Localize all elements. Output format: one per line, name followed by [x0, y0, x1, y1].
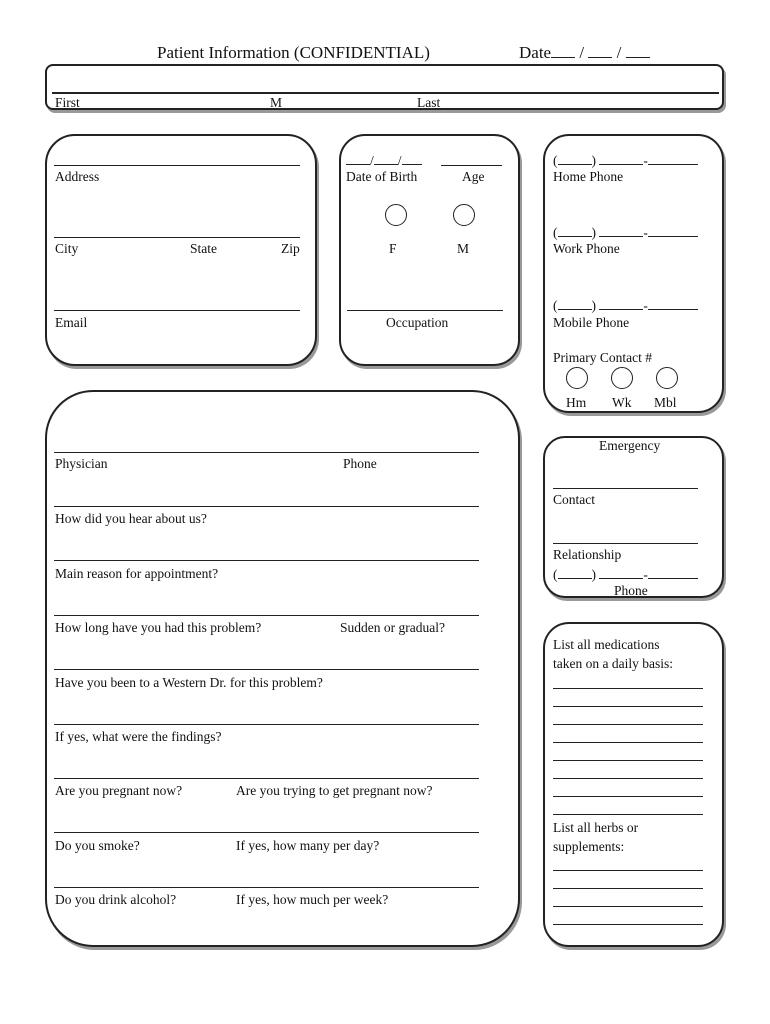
date-label: Date	[519, 43, 552, 62]
date-separator: /	[616, 43, 622, 62]
perweek-label: If yes, how much per week?	[236, 892, 389, 907]
herb-line[interactable]	[553, 924, 703, 925]
work-phone-field[interactable]	[553, 224, 698, 240]
perday-label: If yes, how many per day?	[236, 838, 380, 853]
dob-label: Date of Birth	[346, 169, 418, 184]
emergency-relationship-field[interactable]	[553, 543, 698, 544]
home-phone-label: Home Phone	[553, 169, 624, 184]
medication-line[interactable]	[553, 814, 703, 815]
email-label: Email	[55, 315, 88, 330]
western-label: Have you been to a Western Dr. for this problem?	[55, 675, 323, 690]
middle-initial-label: M	[270, 95, 283, 110]
medication-line[interactable]	[553, 706, 703, 707]
age-field[interactable]	[441, 165, 502, 166]
dob-separator: /	[397, 153, 402, 168]
dash: -	[643, 225, 648, 240]
occupation-field[interactable]	[347, 310, 503, 311]
age-label: Age	[462, 169, 485, 184]
primary-contact-label: Primary Contact #	[553, 350, 652, 365]
emergency-phone-label: Phone	[614, 583, 648, 598]
primary-home-radio[interactable]	[566, 367, 588, 389]
medications-label-2: taken on a daily basis:	[553, 656, 673, 671]
city-state-zip-field[interactable]	[54, 237, 300, 238]
last-name-label: Last	[417, 95, 441, 110]
address-label: Address	[55, 169, 100, 184]
paren: )	[591, 567, 596, 582]
dash: -	[643, 567, 648, 582]
sudden-label: Sudden or gradual?	[340, 620, 445, 635]
alcohol-field[interactable]	[54, 887, 479, 888]
dash: -	[643, 153, 648, 168]
date-separator: /	[579, 43, 585, 62]
alcohol-label: Do you drink alcohol?	[55, 892, 177, 907]
primary-home-label: Hm	[566, 395, 587, 410]
emergency-phone-field[interactable]	[553, 566, 698, 582]
name-field[interactable]	[52, 92, 719, 94]
paren: (	[553, 298, 558, 313]
howlong-label: How long have you had this problem?	[55, 620, 262, 635]
emergency-relationship-label: Relationship	[553, 547, 622, 562]
paren: )	[591, 225, 596, 240]
paren: )	[591, 298, 596, 313]
home-phone-field[interactable]	[553, 152, 698, 168]
findings-label: If yes, what were the findings?	[55, 729, 222, 744]
state-label: State	[190, 241, 217, 256]
female-radio[interactable]	[385, 204, 407, 226]
medication-line[interactable]	[553, 796, 703, 797]
primary-work-label: Wk	[612, 395, 632, 410]
page-title: Patient Information (CONFIDENTIAL)	[157, 43, 430, 62]
physician-field[interactable]	[54, 452, 479, 453]
medication-line[interactable]	[553, 778, 703, 779]
date-field[interactable]	[519, 44, 650, 61]
paren: (	[553, 567, 558, 582]
primary-mobile-radio[interactable]	[656, 367, 678, 389]
emergency-title: Emergency	[599, 438, 661, 453]
medication-line[interactable]	[553, 742, 703, 743]
hear-label: How did you hear about us?	[55, 511, 207, 526]
paren: (	[553, 153, 558, 168]
male-radio[interactable]	[453, 204, 475, 226]
smoke-field[interactable]	[54, 832, 479, 833]
medication-line[interactable]	[553, 688, 703, 689]
name-box	[45, 64, 724, 110]
herb-line[interactable]	[553, 870, 703, 871]
emergency-contact-field[interactable]	[553, 488, 698, 489]
dob-separator: /	[370, 153, 374, 168]
dob-field[interactable]	[346, 152, 422, 168]
male-label: M	[457, 241, 470, 256]
address-field[interactable]	[54, 165, 300, 166]
pregnant-field[interactable]	[54, 778, 479, 779]
occupation-label: Occupation	[386, 315, 449, 330]
reason-label: Main reason for appointment?	[55, 566, 219, 581]
herb-line[interactable]	[553, 906, 703, 907]
paren: )	[591, 153, 596, 168]
email-field[interactable]	[54, 310, 300, 311]
herb-line[interactable]	[553, 888, 703, 889]
city-label: City	[55, 241, 79, 256]
physician-phone-label: Phone	[343, 456, 377, 471]
medication-line[interactable]	[553, 724, 703, 725]
zip-label: Zip	[281, 241, 300, 256]
medication-line[interactable]	[553, 760, 703, 761]
work-phone-label: Work Phone	[553, 241, 620, 256]
trying-label: Are you trying to get pregnant now?	[236, 783, 433, 798]
primary-mobile-label: Mbl	[654, 395, 677, 410]
mobile-phone-label: Mobile Phone	[553, 315, 630, 330]
herbs-label: List all herbs or	[553, 820, 639, 835]
howlong-field[interactable]	[54, 615, 479, 616]
first-name-label: First	[55, 95, 80, 110]
findings-field[interactable]	[54, 724, 479, 725]
reason-field[interactable]	[54, 560, 479, 561]
mobile-phone-field[interactable]	[553, 297, 698, 313]
female-label: F	[389, 241, 397, 256]
paren: (	[553, 225, 558, 240]
western-field[interactable]	[54, 669, 479, 670]
medications-label: List all medications	[553, 637, 660, 652]
smoke-label: Do you smoke?	[55, 838, 140, 853]
pregnant-label: Are you pregnant now?	[55, 783, 183, 798]
emergency-contact-label: Contact	[553, 492, 595, 507]
hear-field[interactable]	[54, 506, 479, 507]
dash: -	[643, 298, 648, 313]
primary-work-radio[interactable]	[611, 367, 633, 389]
herbs-label-2: supplements:	[553, 839, 625, 854]
physician-label: Physician	[55, 456, 108, 471]
